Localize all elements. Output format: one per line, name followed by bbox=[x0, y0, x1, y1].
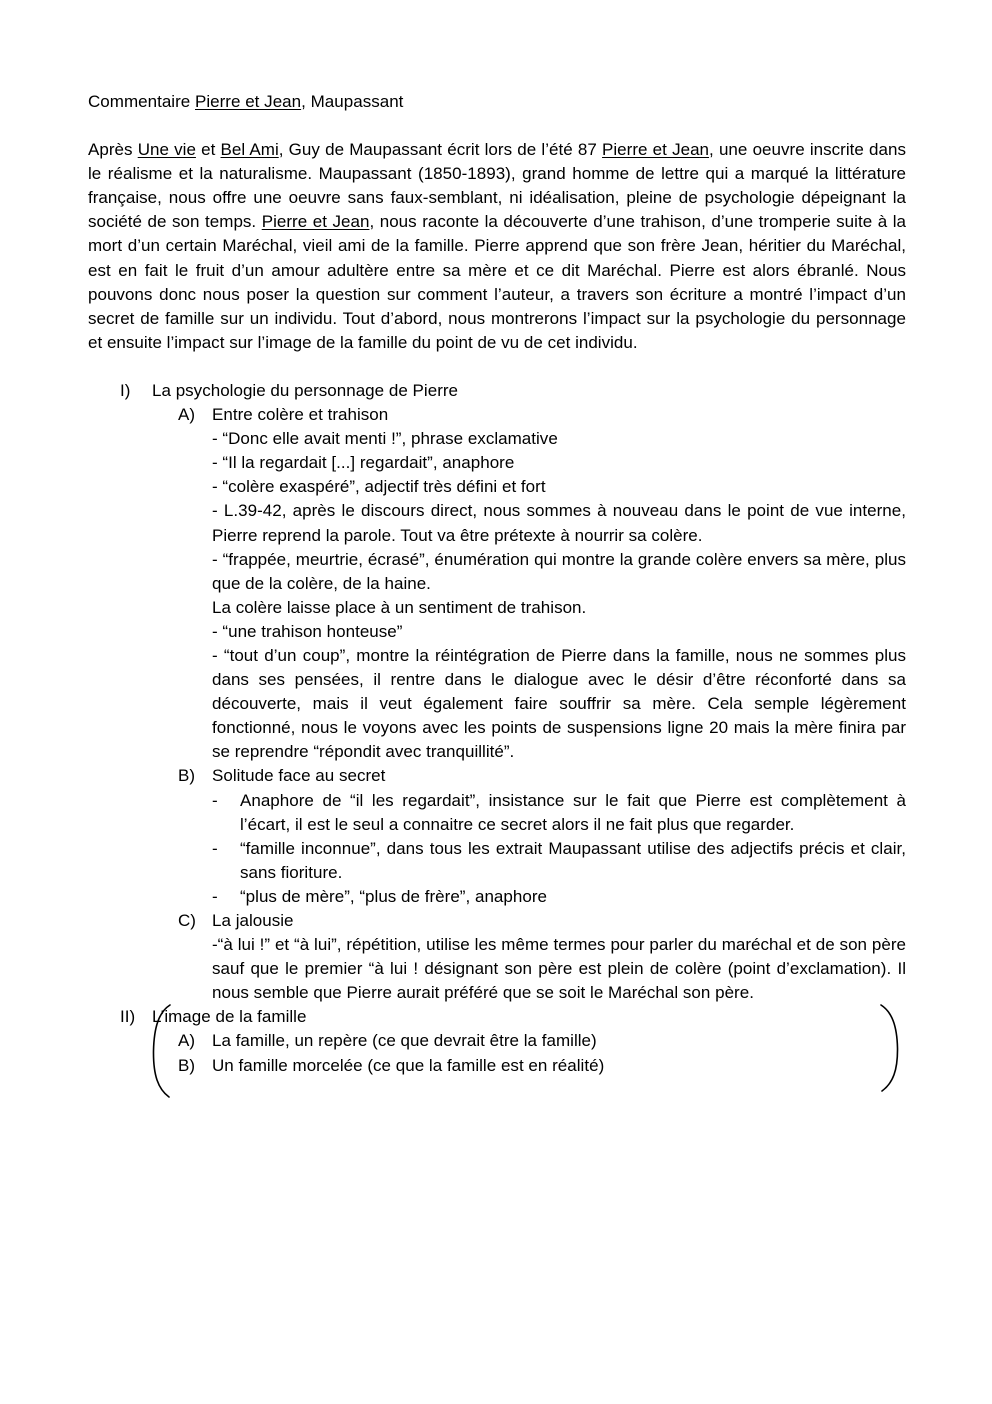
section-1a-item-6: La colère laisse place à un sentiment de trahison. bbox=[212, 597, 587, 617]
section-1a-item-7: - “une trahison honteuse” bbox=[212, 621, 403, 641]
section-1a-title: Entre colère et trahison bbox=[212, 405, 389, 425]
section-1b-item-2-text: “famille inconnue”, dans tous les extrait Maupassant utilise des adjectifs précis et clair, sans fioriture. bbox=[240, 838, 906, 882]
intro-seg-2: et bbox=[195, 140, 221, 160]
outline bbox=[88, 379, 906, 1078]
section-2b-marker: B) bbox=[178, 1055, 196, 1075]
section-1c-marker: C) bbox=[178, 911, 196, 930]
dash-bullet: - bbox=[212, 886, 218, 906]
section-1c-heading bbox=[88, 909, 906, 933]
heading-suffix: , Maupassant bbox=[301, 92, 404, 111]
section-1b-title: Solitude face au secret bbox=[212, 766, 386, 786]
section-1a-item-4: - L.39-42, après le discours direct, nous sommes à nouveau dans le point de vue interne, Pierre reprend la parole. Tout va être prétexte à nourrir sa colère. bbox=[212, 501, 906, 545]
section-1b-item-3-text: “plus de mère”, “plus de frère”, anaphore bbox=[240, 886, 547, 906]
section-2b-title: Un famille morcelée (ce que la famille est en réalité) bbox=[212, 1055, 605, 1075]
intro-work-pierre-et-jean-2: Pierre et Jean bbox=[261, 212, 370, 232]
document-heading bbox=[88, 90, 906, 114]
intro-seg-5: , nous raconte la découverte d’une trahison, d’une tromperie suite à la mort d’un certain Maréchal, vieil ami de la famille. Pierre apprend que son frère Jean, héritier du Maréchal, est en fait le fruit d’un amour adultère entre sa mère et ce dit Maréchal. Pierre est alors ébranlé. Nous pouvons donc nous poser la question sur comment l’auteur, a travers son écriture a montré l’impact d’un secret de famille sur un individu. Tout d’abord, nous montrerons l’impact sur la psychologie du personnage et ensuite l’impact sur l’image de la famille du point de vu de cet individu. bbox=[88, 212, 906, 352]
outline-part-1 bbox=[88, 379, 906, 403]
section-2a-marker: A) bbox=[178, 1031, 196, 1051]
part-2-title: L’image de la famille bbox=[152, 1007, 307, 1027]
intro-seg-4: , une oeuvre inscrite dans le réalisme et la naturalisme. Maupassant (1850-1893), grand homme de lettre qui a marqué la littérature française, nous offre une oeuvre sans faux-semblant, ni idéalisation, pleine de psychologie dépeignant la société de son temps. bbox=[88, 140, 906, 232]
section-1b-item-2 bbox=[212, 837, 906, 885]
section-2a-title: La famille, un repère (ce que devrait être la famille) bbox=[212, 1031, 597, 1051]
section-2a-heading bbox=[88, 1029, 906, 1053]
section-1a-item-3: - “colère exaspéré”, adjectif très défini et fort bbox=[212, 477, 546, 497]
intro-seg-3: , Guy de Maupassant écrit lors de l’été 87 bbox=[278, 140, 603, 160]
part-2-marker: II) bbox=[120, 1007, 136, 1027]
section-1a-item-1: - “Donc elle avait menti !”, phrase exclamative bbox=[212, 429, 558, 449]
section-1c-title: La jalousie bbox=[212, 911, 294, 930]
heading-work-title: Pierre et Jean bbox=[195, 92, 302, 111]
section-2b-heading bbox=[88, 1054, 906, 1078]
section-1a-item-2: - “Il la regardait [...] regardait”, anaphore bbox=[212, 453, 515, 473]
section-1a-item-5: - “frappée, meurtrie, écrasé”, énumération qui montre la grande colère envers sa mère, plus que de la colère, de la haine. bbox=[212, 549, 906, 593]
section-1b-heading bbox=[88, 764, 906, 788]
section-1b-marker: B) bbox=[178, 766, 196, 786]
dash-bullet: - bbox=[212, 790, 218, 810]
section-1a-heading bbox=[88, 403, 906, 427]
document-body bbox=[88, 90, 906, 1078]
section-1b-item-3 bbox=[212, 885, 906, 909]
outline-part-2 bbox=[88, 1005, 906, 1029]
section-1c-body: -“à lui !” et “à lui”, répétition, utilise les même termes pour parler du maréchal et de son père sauf que le premier “à lui ! désignant son père est plein de colère (point d’exclamation). Il nous semble que Pierre aurait préféré que se soit le Maréchal son père. bbox=[212, 935, 906, 1003]
section-1a-marker: A) bbox=[178, 405, 196, 425]
intro-seg-1: Après bbox=[88, 140, 138, 160]
section-1b-item-1 bbox=[212, 789, 906, 837]
intro-work-bel-ami: Bel Ami bbox=[220, 140, 279, 160]
intro-paragraph bbox=[88, 138, 906, 355]
dash-bullet: - bbox=[212, 838, 218, 858]
section-1a-item-8: - “tout d’un coup”, montre la réintégration de Pierre dans la famille, nous ne sommes plus dans ses pensées, il rentre dans le dialogue avec le désir d’être réconforté dans sa découverte, mais il veut également faire souffrir sa mère. Cela semple légèrement fonctionné, nous le voyons avec les points de suspensions ligne 20 mais la mère finira par se reprendre “répondit avec tranquillité”. bbox=[212, 645, 906, 762]
intro-work-pierre-et-jean-1: Pierre et Jean bbox=[602, 140, 710, 160]
heading-prefix: Commentaire bbox=[88, 92, 195, 111]
section-1b-item-1-text: Anaphore de “il les regardait”, insistance sur le fait que Pierre est complètement à l’écart, il est le seul a connaitre ce secret alors il ne fait plus que regarder. bbox=[240, 790, 906, 834]
part-1-marker: I) bbox=[120, 380, 131, 400]
intro-work-une-vie: Une vie bbox=[137, 140, 196, 160]
part-1-title: La psychologie du personnage de Pierre bbox=[152, 380, 459, 400]
